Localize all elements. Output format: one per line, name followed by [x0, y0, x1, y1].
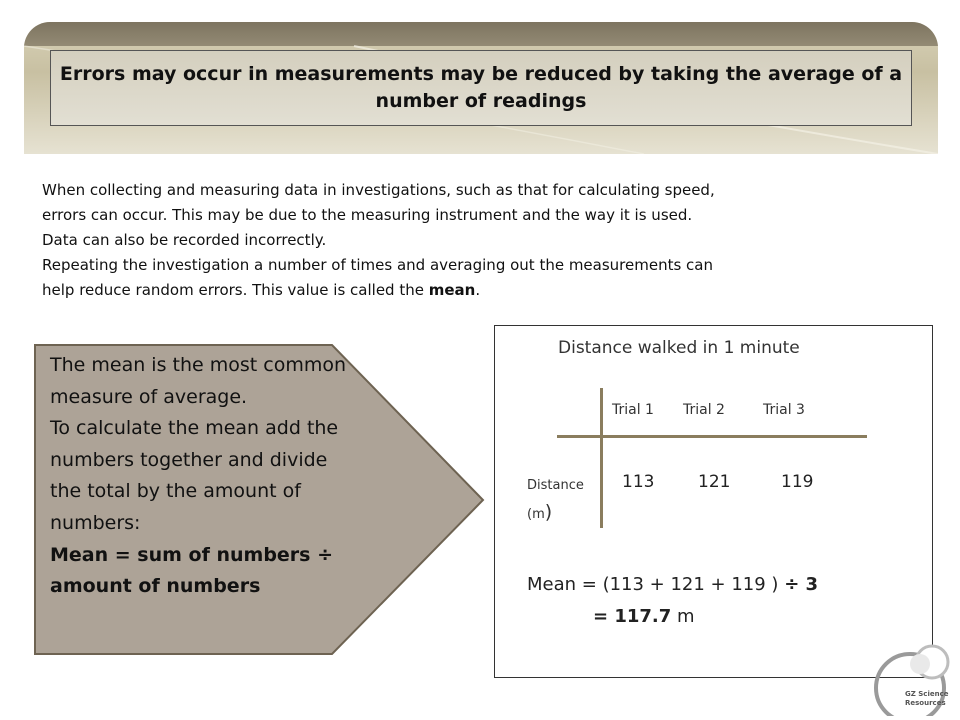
row-label-text: Distance [527, 478, 584, 493]
row-label-unit: (m) [527, 501, 553, 523]
callout-line: To calculate the mean add the numbers together and divide the total by the amount of numbers: [50, 417, 339, 534]
column-header: Trial 2 [683, 402, 725, 418]
column-header: Trial 1 [612, 402, 654, 418]
table-cell: 119 [781, 472, 814, 492]
mean-calculation: Mean = (113 + 121 + 119 ) ÷ 3 [527, 574, 819, 595]
intro-mean-term: mean [428, 281, 476, 299]
callout-text [50, 350, 350, 603]
row-label [527, 472, 584, 528]
mean-result: = 117.7 m [593, 606, 695, 627]
intro-paragraph [42, 178, 932, 303]
intro-last-suffix: . [475, 281, 481, 299]
page-title: Errors may occur in measurements may be reduced by taking the average of a number of readings [59, 63, 903, 112]
data-panel [494, 325, 933, 678]
title-box [50, 50, 912, 126]
intro-line [42, 278, 932, 303]
logo-text: GZ Science Resources [905, 690, 949, 707]
mean-formula: Mean = sum of numbers ÷ amount of numbers [50, 543, 334, 598]
mean-definition-callout [34, 344, 486, 656]
intro-line: When collecting and measuring data in investigations, such as that for calculating speed, [42, 181, 715, 199]
intro-line: Data can also be recorded incorrectly. [42, 231, 327, 249]
column-header: Trial 3 [763, 402, 805, 418]
table-caption: Distance walked in 1 minute [558, 338, 800, 358]
table-horizontal-rule [557, 435, 867, 438]
intro-line: errors can occur. This may be due to the measuring instrument and the way it is used. [42, 206, 693, 224]
table-cell: 113 [622, 472, 655, 492]
callout-line: The mean is the most common measure of average. [50, 354, 347, 408]
table-cell: 121 [698, 472, 731, 492]
intro-line: Repeating the investigation a number of times and averaging out the measurements can [42, 256, 714, 274]
table-vertical-rule [600, 388, 603, 528]
intro-last-prefix: help reduce random errors. This value is called the [42, 281, 429, 299]
